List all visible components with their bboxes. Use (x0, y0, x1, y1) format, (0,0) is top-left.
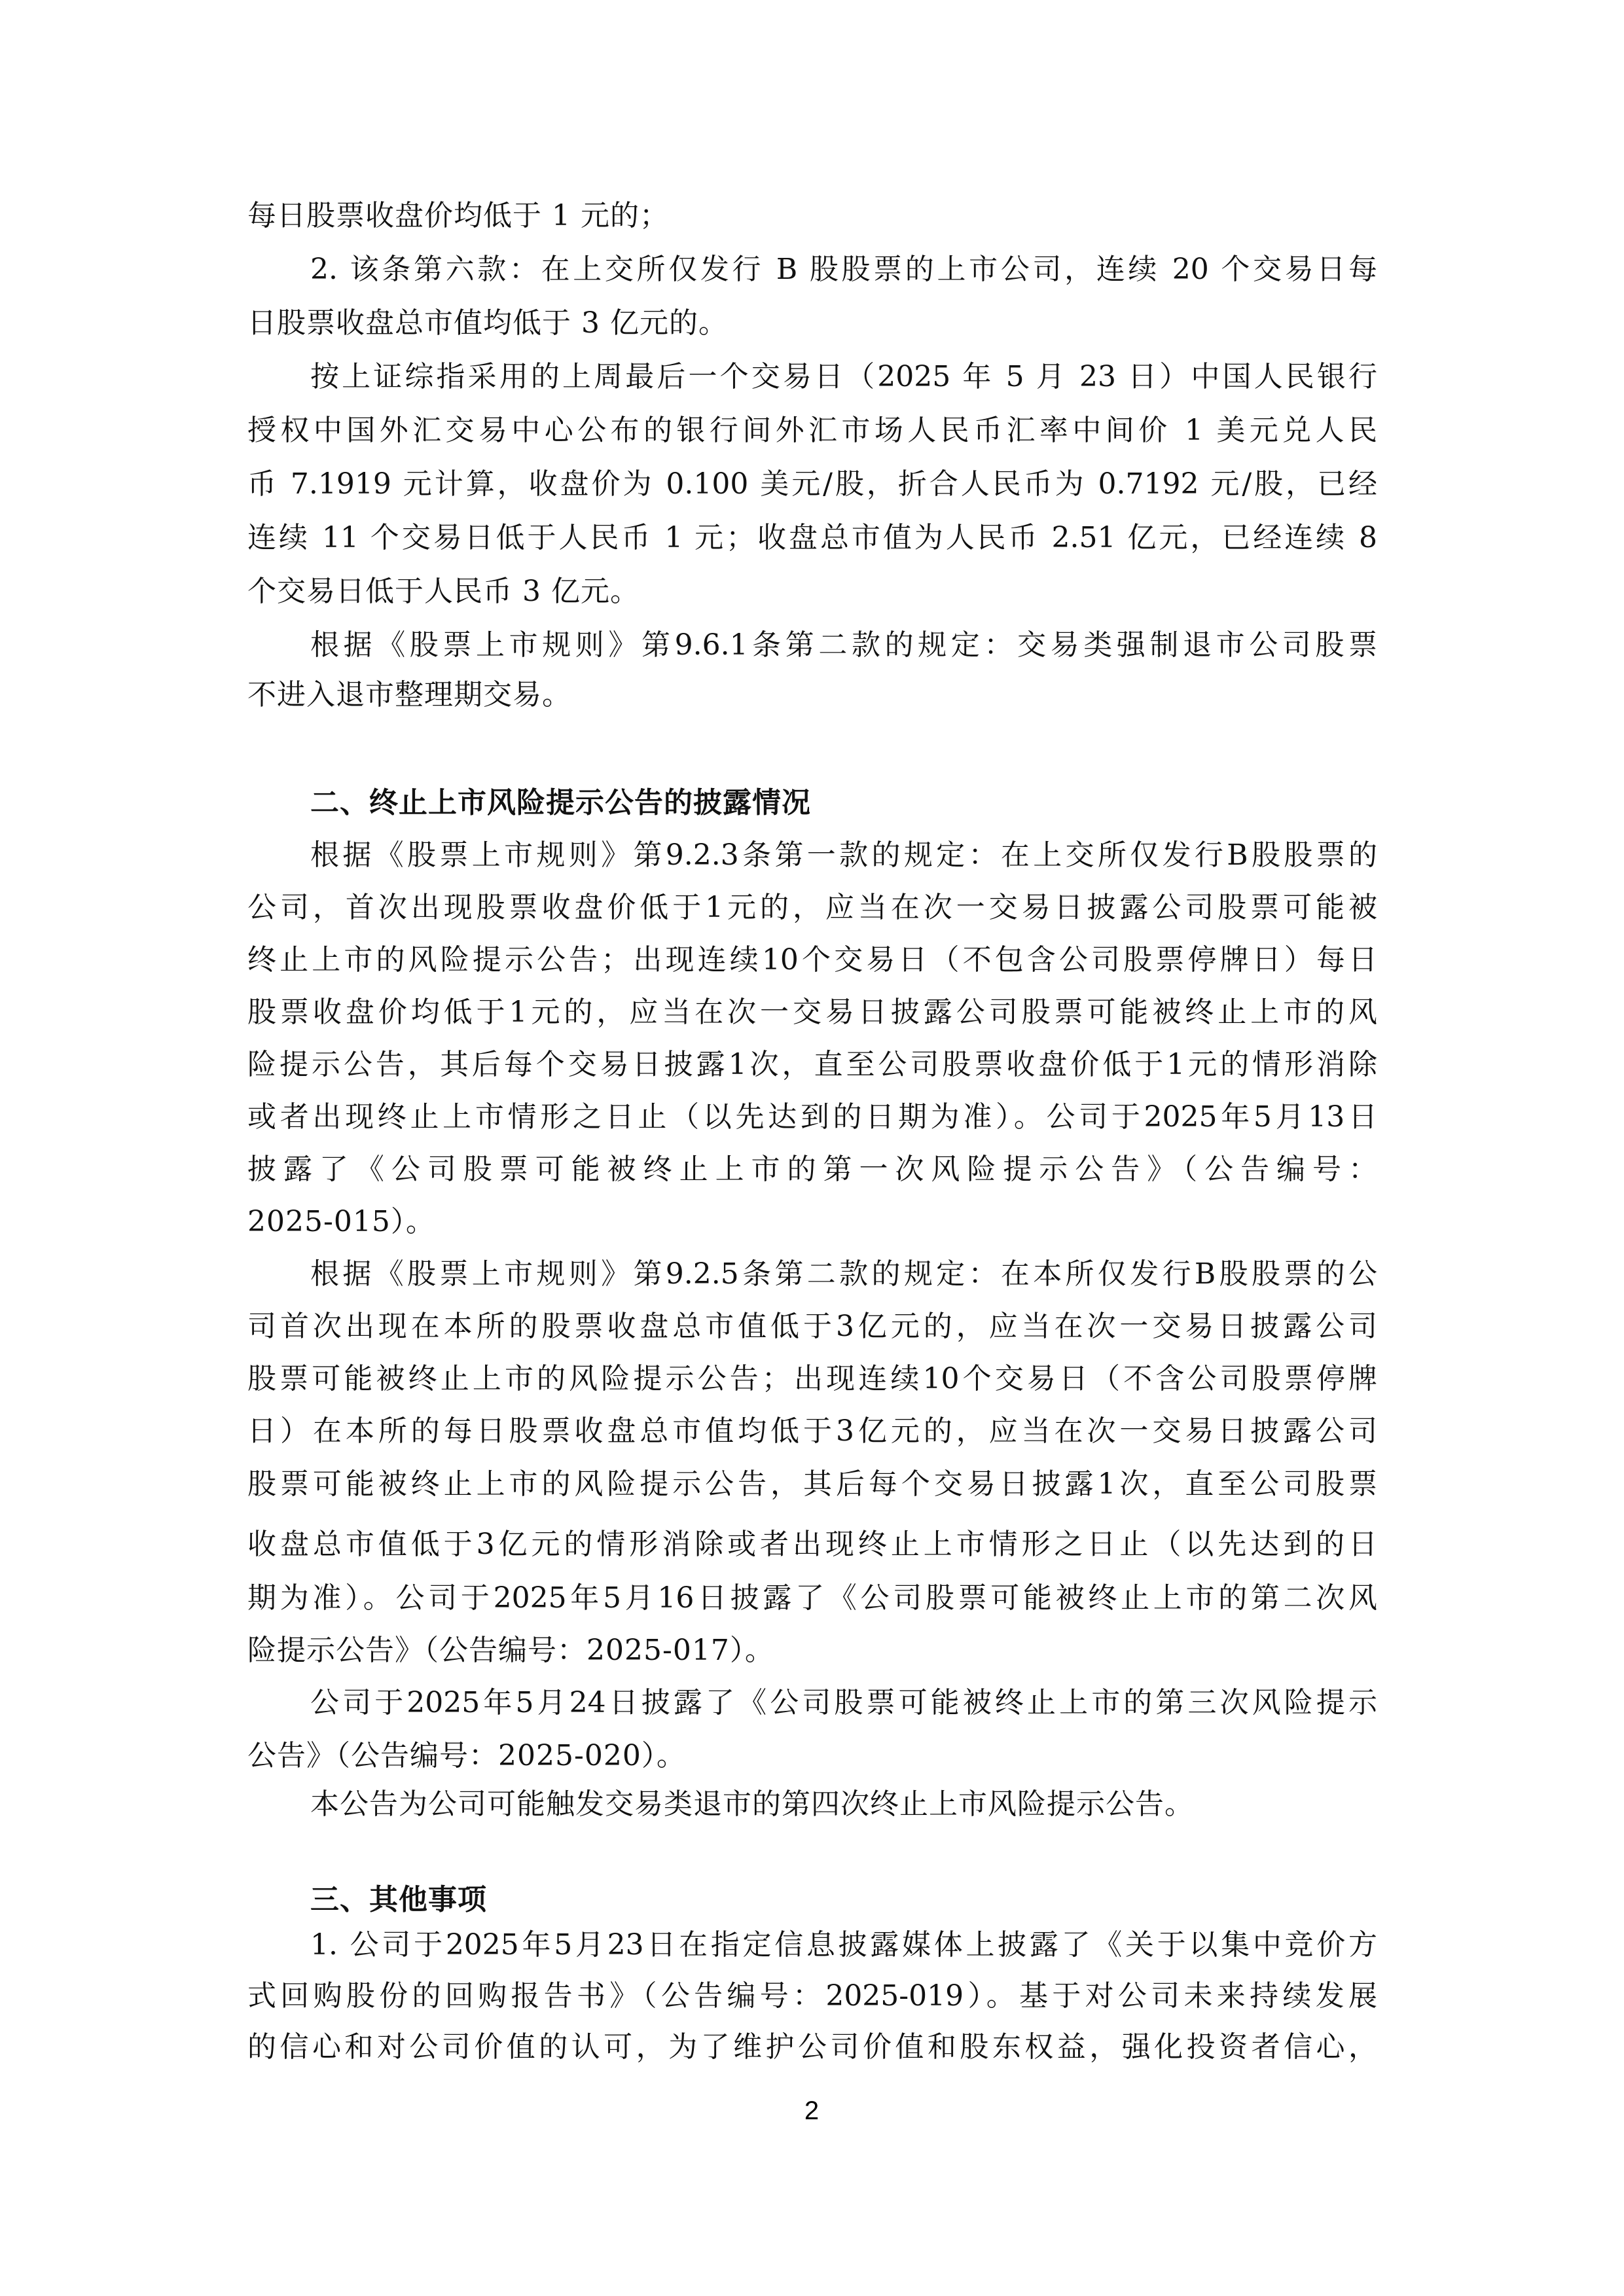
paragraph-line: 股票可能被终止上市的风险提示公告，其后每个交易日披露1次，直至公司股票 (247, 1467, 1377, 1501)
section-heading: 三、其他事项 (310, 1883, 487, 1916)
paragraph-line: 不进入退市整理期交易。 (247, 678, 571, 711)
paragraph-line: 个交易日低于人民币 3 亿元。 (247, 575, 640, 608)
paragraph-line: 股票收盘价均低于1元的，应当在次一交易日披露公司股票可能被终止上市的风 (247, 996, 1377, 1029)
paragraph-line: 根据《股票上市规则》第9.6.1条第二款的规定：交易类强制退市公司股票 (310, 628, 1377, 662)
paragraph-line: 期为准）。公司于2025年5月16日披露了《公司股票可能被终止上市的第二次风 (247, 1581, 1377, 1615)
paragraph-line: 收盘总市值低于3亿元的情形消除或者出现终止上市情形之日止（以先达到的日 (247, 1528, 1377, 1561)
list-item-line: 日股票收盘总市值均低于 3 亿元的。 (247, 306, 728, 340)
paragraph-line: 根据《股票上市规则》第9.2.3条第一款的规定：在上交所仅发行B股股票的 (310, 838, 1377, 872)
list-item-line: 的信心和对公司价值的认可，为了维护公司价值和股东权益，强化投资者信心， (247, 2030, 1377, 2064)
paragraph-line: 终止上市的风险提示公告；出现连续10个交易日（不包含公司股票停牌日）每日 (247, 943, 1377, 977)
paragraph-line: 授权中国外汇交易中心公布的银行间外汇市场人民币汇率中间价 1 美元兑人民 (247, 414, 1377, 447)
list-item-line: 1. 公司于2025年5月23日在指定信息披露媒体上披露了《关于以集中竞价方 (310, 1928, 1377, 1962)
page-number: 2 (804, 2096, 820, 2125)
paragraph-line: 司首次出现在本所的股票收盘总市值低于3亿元的，应当在次一交易日披露公司 (247, 1310, 1377, 1343)
paragraph-line: 币 7.1919 元计算，收盘价为 0.100 美元/股，折合人民币为 0.7192 元/股，已经 (247, 467, 1377, 501)
paragraph-line: 披露了《公司股票可能被终止上市的第一次风险提示公告》（公告编号： (247, 1153, 1377, 1186)
paragraph-line: 每日股票收盘价均低于 1 元的； (247, 199, 669, 232)
paragraph-line: 日）在本所的每日股票收盘总市值均低于3亿元的，应当在次一交易日披露公司 (247, 1414, 1377, 1448)
list-item-line: 式回购股份的回购报告书》（公告编号：2025-019）。基于对公司未来持续发展 (247, 1979, 1377, 2013)
paragraph-line: 连续 11 个交易日低于人民币 1 元；收盘总市值为人民币 2.51 亿元，已经连续 8 (247, 521, 1377, 554)
paragraph-line: 公司，首次出现股票收盘价低于1元的，应当在次一交易日披露公司股票可能被 (247, 891, 1377, 924)
paragraph-line: 或者出现终止上市情形之日止（以先达到的日期为准）。公司于2025年5月13日 (247, 1100, 1377, 1134)
paragraph-line: 2025-015）。 (247, 1205, 435, 1238)
paragraph-line: 公告》（公告编号：2025-020）。 (247, 1739, 686, 1772)
paragraph-line: 根据《股票上市规则》第9.2.5条第二款的规定：在本所仅发行B股股票的公 (310, 1257, 1377, 1291)
paragraph-line: 险提示公告》（公告编号：2025-017）。 (247, 1634, 774, 1667)
paragraph-line: 险提示公告，其后每个交易日披露1次，直至公司股票收盘价低于1元的情形消除 (247, 1048, 1377, 1081)
list-item-line: 2. 该条第六款：在上交所仅发行 B 股股票的上市公司，连续 20 个交易日每 (310, 253, 1377, 286)
section-heading: 二、终止上市风险提示公告的披露情况 (310, 786, 811, 819)
paragraph-line: 本公告为公司可能触发交易类退市的第四次终止上市风险提示公告。 (310, 1787, 1194, 1821)
paragraph-line: 股票可能被终止上市的风险提示公告；出现连续10个交易日（不含公司股票停牌 (247, 1362, 1377, 1395)
paragraph-line: 公司于2025年5月24日披露了《公司股票可能被终止上市的第三次风险提示 (310, 1686, 1377, 1719)
paragraph-line: 按上证综指采用的上周最后一个交易日（2025 年 5 月 23 日）中国人民银行 (310, 360, 1377, 393)
